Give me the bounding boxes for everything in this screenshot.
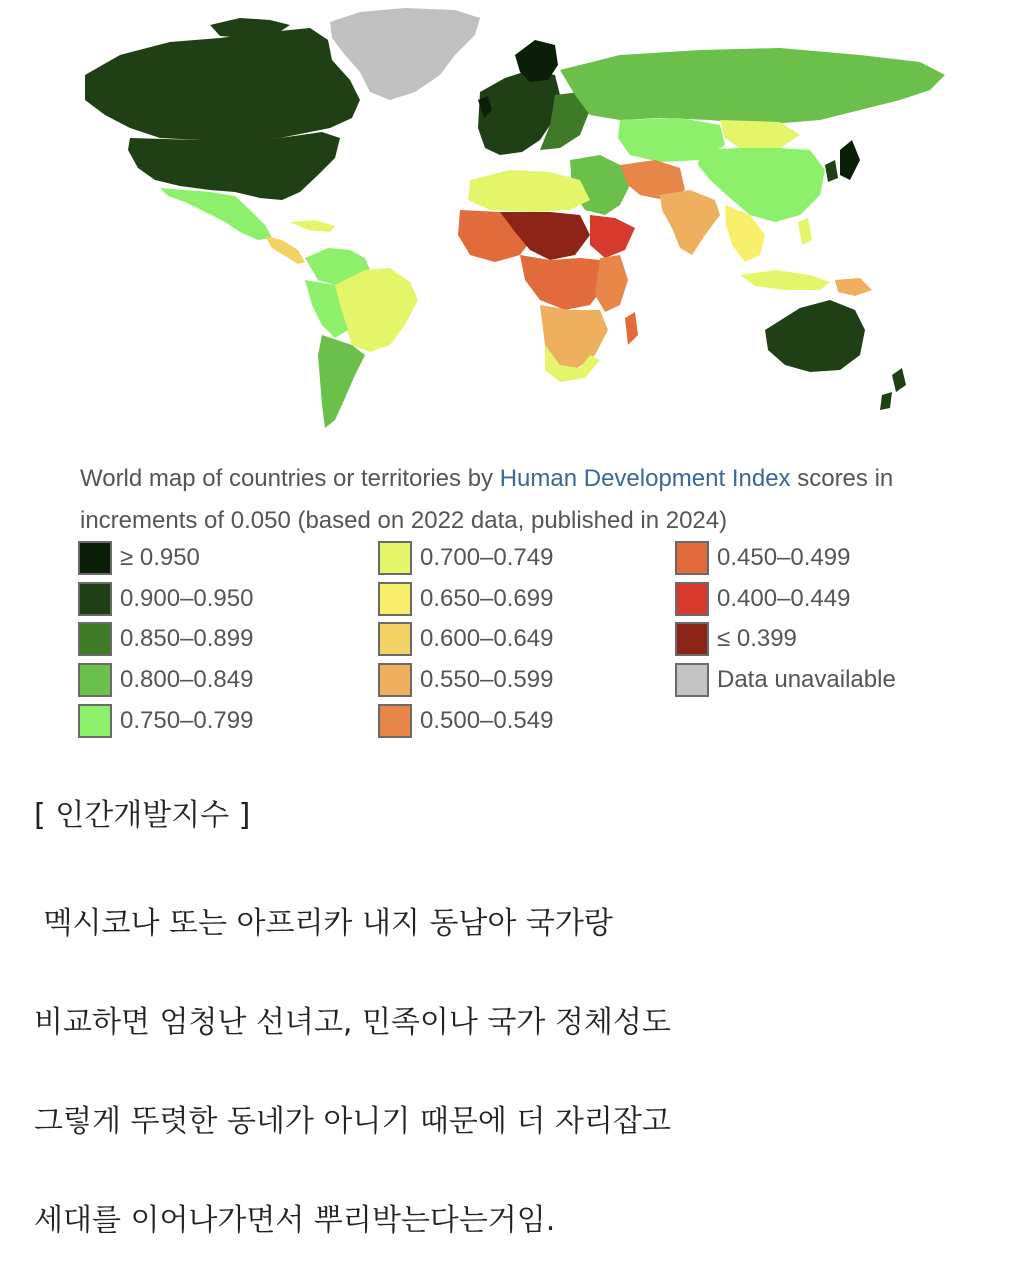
new-zealand-south bbox=[880, 392, 892, 410]
legend-swatch bbox=[675, 663, 709, 697]
legend-label: 0.500–0.549 bbox=[420, 706, 554, 734]
legend-column-3 bbox=[675, 538, 975, 700]
east-africa bbox=[595, 255, 628, 312]
mongolia bbox=[720, 120, 800, 148]
legend-item bbox=[675, 579, 975, 620]
legend-swatch bbox=[378, 582, 412, 616]
canada bbox=[85, 28, 360, 140]
legend-item bbox=[378, 660, 678, 701]
legend-label: 0.750–0.799 bbox=[120, 706, 254, 734]
brazil bbox=[335, 268, 418, 352]
legend-label: 0.800–0.849 bbox=[120, 666, 254, 694]
paragraph-line: 세대를 이어나가면서 뿌리박는다는거임. bbox=[34, 1203, 556, 1238]
legend-swatch bbox=[78, 541, 112, 575]
legend-swatch bbox=[675, 622, 709, 656]
legend-label: 0.450–0.499 bbox=[717, 544, 851, 572]
legend-item bbox=[378, 579, 678, 620]
horn-of-africa bbox=[590, 215, 635, 258]
legend-label: 0.600–0.649 bbox=[420, 625, 554, 653]
legend-label: 0.900–0.950 bbox=[120, 584, 254, 612]
southern-cone bbox=[318, 335, 365, 428]
legend-label: 0.650–0.699 bbox=[420, 584, 554, 612]
legend-swatch bbox=[378, 541, 412, 575]
legend-item bbox=[675, 619, 975, 660]
korea bbox=[825, 160, 838, 182]
section-title: [ 인간개발지수 ] bbox=[34, 798, 251, 833]
legend-label: 0.400–0.449 bbox=[717, 584, 851, 612]
paragraph-line: 멕시코나 또는 아프리카 내지 동남아 국가랑 bbox=[34, 906, 613, 941]
legend-item bbox=[78, 660, 378, 701]
caption-prefix: World map of countries or territories by bbox=[80, 465, 500, 492]
australia bbox=[765, 300, 865, 372]
legend-label: 0.850–0.899 bbox=[120, 625, 254, 653]
legend-label: Data unavailable bbox=[717, 666, 896, 694]
legend-swatch bbox=[675, 582, 709, 616]
legend-item bbox=[78, 538, 378, 579]
legend-item bbox=[378, 700, 678, 741]
legend-item bbox=[378, 619, 678, 660]
philippines bbox=[798, 218, 812, 245]
united-states bbox=[128, 132, 340, 200]
legend-column-1 bbox=[78, 538, 378, 741]
paragraph-line: 비교하면 엄청난 선녀고, 민족이나 국가 정체성도 bbox=[34, 1005, 671, 1040]
madagascar bbox=[625, 312, 638, 345]
legend-item bbox=[675, 538, 975, 579]
legend-label: ≤ 0.399 bbox=[717, 625, 797, 653]
map-legend bbox=[78, 538, 978, 744]
legend-item bbox=[78, 700, 378, 741]
hdi-world-map bbox=[60, 0, 960, 450]
legend-column-2 bbox=[378, 538, 678, 741]
legend-swatch bbox=[78, 704, 112, 738]
central-africa bbox=[520, 255, 605, 310]
caribbean bbox=[290, 220, 335, 232]
hdi-link[interactable]: Human Development Index bbox=[499, 465, 791, 492]
legend-swatch bbox=[675, 541, 709, 575]
legend-swatch bbox=[78, 582, 112, 616]
legend-swatch bbox=[78, 622, 112, 656]
india bbox=[660, 190, 720, 255]
legend-swatch bbox=[78, 663, 112, 697]
post-body bbox=[34, 786, 994, 1270]
paragraph-line: 그렇게 뚜렷한 동네가 아니기 때문에 더 자리잡고 bbox=[34, 1104, 671, 1139]
legend-swatch bbox=[378, 622, 412, 656]
caption-suffix: scores in increments of 0.050 (based on 2022 data, published in 2024) bbox=[80, 465, 894, 534]
world-map-svg bbox=[60, 0, 960, 450]
japan bbox=[840, 140, 860, 180]
legend-item bbox=[675, 660, 975, 701]
legend-label: ≥ 0.950 bbox=[120, 544, 200, 572]
central-america bbox=[265, 236, 305, 264]
new-zealand bbox=[892, 368, 906, 392]
spacer bbox=[34, 846, 994, 874]
legend-label: 0.700–0.749 bbox=[420, 544, 554, 572]
map-caption bbox=[80, 458, 960, 542]
legend-swatch bbox=[378, 663, 412, 697]
legend-label: 0.550–0.599 bbox=[420, 666, 554, 694]
legend-item bbox=[78, 579, 378, 620]
indonesia bbox=[740, 270, 830, 290]
legend-item bbox=[78, 619, 378, 660]
legend-swatch bbox=[378, 704, 412, 738]
russia bbox=[560, 48, 945, 125]
legend-item bbox=[378, 538, 678, 579]
papua bbox=[835, 278, 872, 296]
